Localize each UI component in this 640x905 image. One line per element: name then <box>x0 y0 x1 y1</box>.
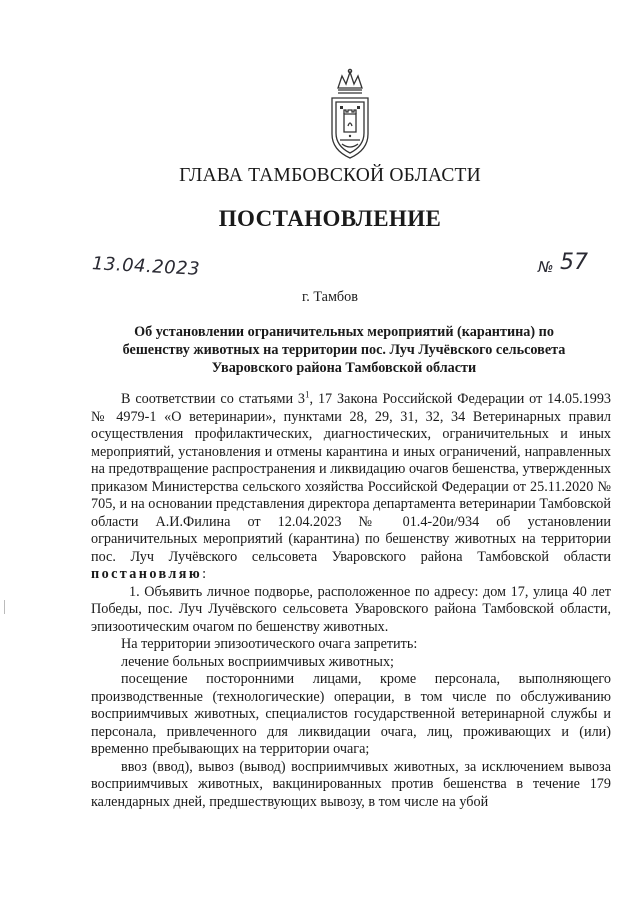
preamble-text-start: В соответствии со статьями 3 <box>121 391 306 407</box>
document-type-title: ПОСТАНОВЛЕНИЕ <box>218 206 442 231</box>
subject-line-3: Уваровского района Тамбовской области <box>211 360 477 376</box>
coat-of-arms-emblem-icon <box>322 68 378 160</box>
subject-line-1: Об установлении ограничительных мероприятий (карантина) по <box>134 324 554 340</box>
prohibition-treatment-paragraph: лечение больных восприимчивых животных; <box>121 653 394 670</box>
prohibition-transport-paragraph: ввоз (ввод), вывоз (вывод) восприимчивых животных, за исключением вывоза восприимчивых животных, вакцинированных против бешенства в течение 179 календарных дней, предшествующих вывозу, в том числе на убой <box>91 758 611 810</box>
preamble-paragraph <box>91 391 611 584</box>
handwritten-number: 57 <box>560 250 588 275</box>
clause-1-paragraph: 1. Объявить личное подворье, расположенное по адресу: дом 17, улица 40 лет Победы, пос. Луч Лучёвского сельсовета Уваровского района Тамбовской области, эпизоотическим очагом по бешенству животных. <box>91 583 611 635</box>
city-line: г. Тамбов <box>302 289 358 305</box>
subject-line-2: бешенству животных на территории пос. Луч Лучёвского сельсовета <box>122 342 566 358</box>
document-subject <box>100 323 588 377</box>
preamble-text-main: , 17 Закона Российской Федерации от 14.05.1993 № 4979-1 «О ветеринарии», пунктами 28, 29, 31, 32, 34 Ветеринарных правил осуществления профилактических, диагностических, ограничительных и иных мероприятий, установления и отмены карантина и иных ограничений, направленных на предотвращение распространения и ликвидацию очагов бешенства, утвержденных приказом Министерства сельского хозяйства Российской Федерации от 25.11.2020 № 705, и на основании представления директора департамента ветеринарии Тамбовской области А.И.Филина от 12.04.2023 № 01.4-20и/934 об установлении ограничительных мероприятий (карантина) по бешенству животных на территории пос. Луч Лучёвского сельсовета Уваровского района Тамбовской области <box>91 391 612 565</box>
number-sign: № <box>538 258 554 276</box>
decree-word: постановляю <box>91 566 203 582</box>
margin-mark <box>4 600 5 614</box>
article-superscript: 1 <box>305 389 310 400</box>
handwritten-date: 13.04.2023 <box>91 253 201 280</box>
preamble-colon: : <box>202 566 207 582</box>
document-body <box>91 391 611 811</box>
prohibitions-intro-paragraph: На территории эпизоотического очага запретить: <box>121 636 418 652</box>
prohibition-visits-paragraph: посещение посторонними лицами, кроме персонала, выполняющего производственные (технологические) операции, в том числе по обслуживанию восприимчивых животных, специалистов государственной ветеринарной службы и персонала, привлеченного для ликвидации очага, лиц, проживающих и (или) временно пребывающих на территории очага; <box>91 671 611 757</box>
authority-title: ГЛАВА ТАМБОВСКОЙ ОБЛАСТИ <box>179 165 481 186</box>
